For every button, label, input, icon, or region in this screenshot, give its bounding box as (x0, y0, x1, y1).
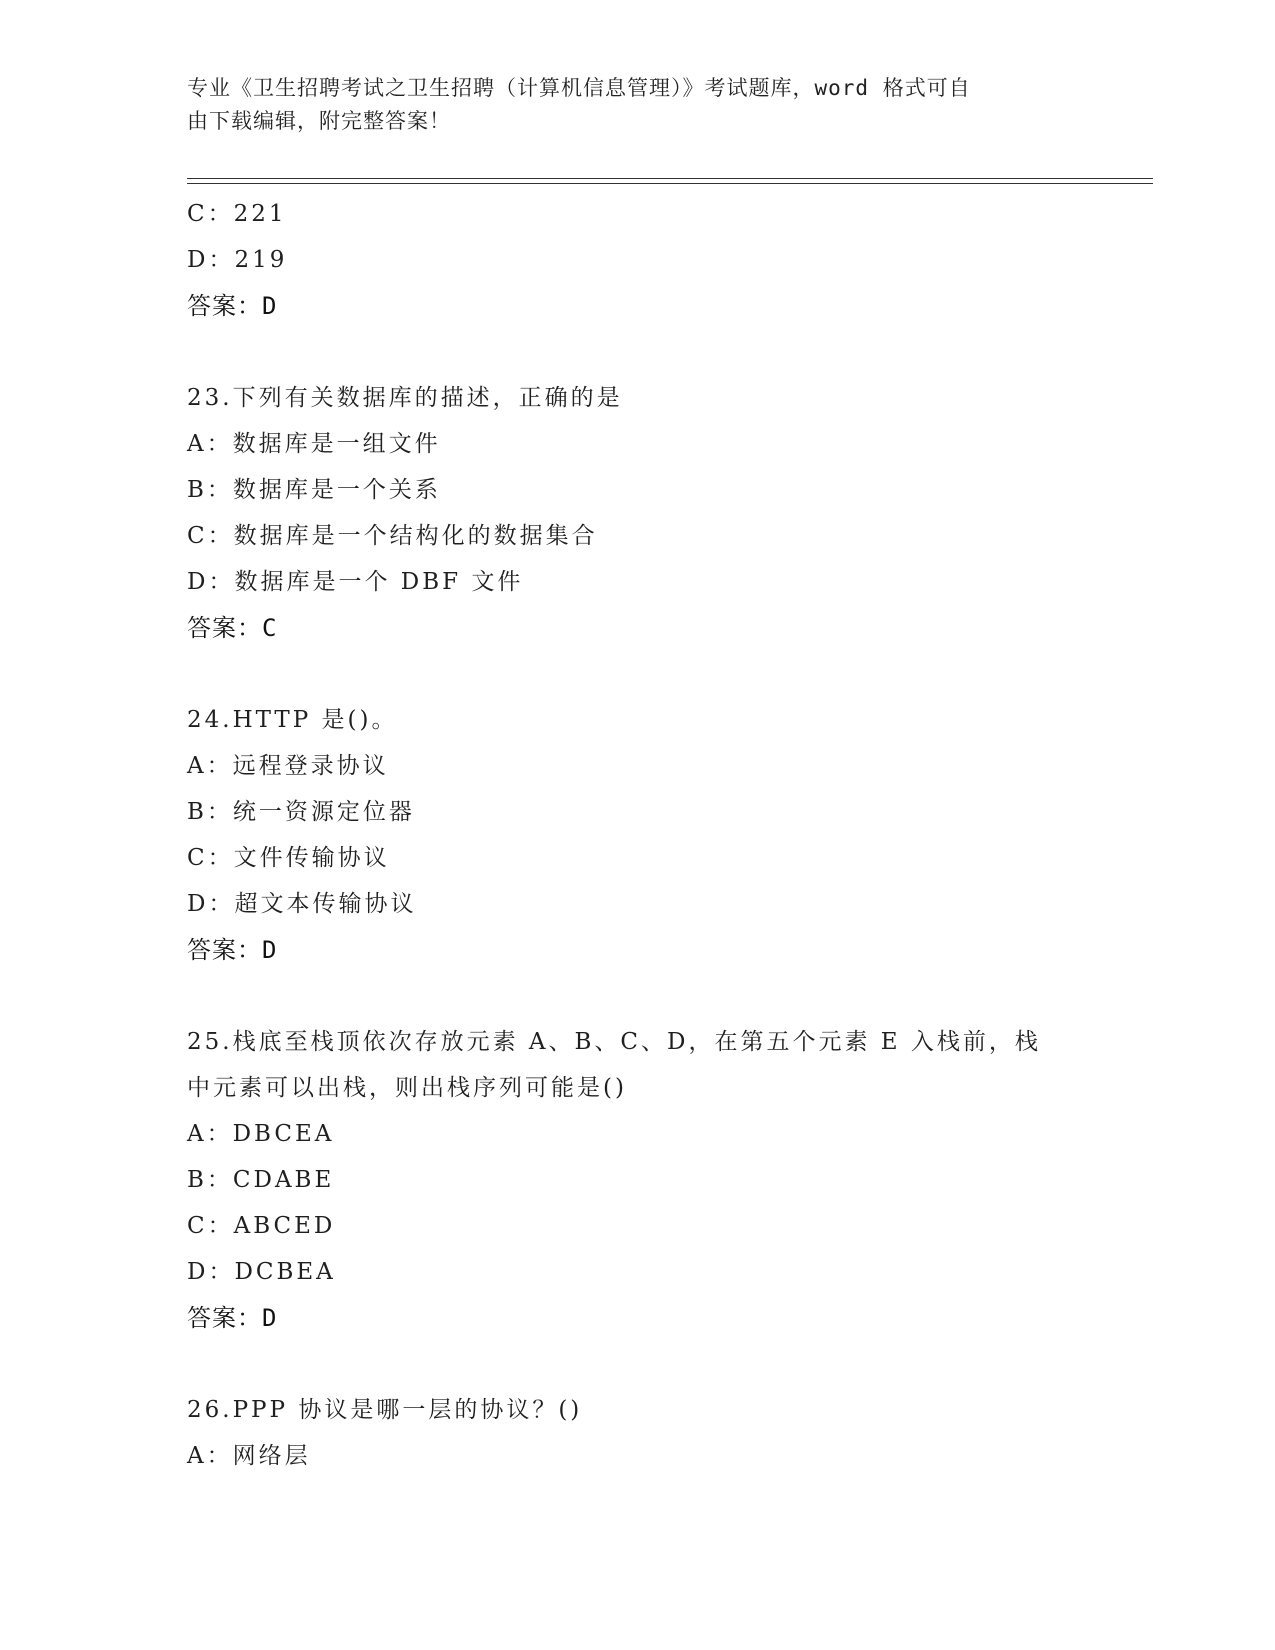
spacer (187, 1341, 1087, 1387)
answer-line: 答案：D (187, 936, 278, 964)
header-line-2: 由下载编辑，附完整答案！ (187, 109, 451, 133)
question-stem: 24.HTTP 是()。 (187, 707, 398, 733)
option-a: A：数据库是一组文件 (187, 431, 441, 457)
question-25 (187, 1019, 1087, 1341)
spacer (187, 651, 1087, 697)
answer-line: 答案：D (187, 292, 278, 320)
option-c: C：文件传输协议 (187, 845, 390, 871)
question-stem: 25.栈底至栈顶依次存放元素 A、B、C、D，在第五个元素 E 入栈前，栈 (187, 1029, 1041, 1055)
option-c: C：221 (187, 201, 287, 227)
header-rule-top (187, 178, 1153, 179)
option-c: C：数据库是一个结构化的数据集合 (187, 523, 598, 549)
answer-line: 答案：D (187, 1304, 278, 1332)
spacer (187, 329, 1087, 375)
question-stem: 23.下列有关数据库的描述，正确的是 (187, 385, 623, 411)
option-d: D：DCBEA (187, 1259, 336, 1285)
option-b: B：数据库是一个关系 (187, 477, 441, 503)
question-26 (187, 1387, 1087, 1479)
question-23 (187, 375, 1087, 651)
option-b: B：CDABE (187, 1167, 335, 1193)
option-d: D：超文本传输协议 (187, 891, 417, 917)
document-header (187, 72, 1087, 138)
question-list (187, 191, 1087, 1479)
question-24 (187, 697, 1087, 973)
spacer (187, 973, 1087, 1019)
option-b: B：统一资源定位器 (187, 799, 415, 825)
header-rule-bottom (187, 183, 1153, 184)
option-d: D：219 (187, 247, 288, 273)
option-a: A：网络层 (187, 1443, 311, 1469)
question-stem: 26.PPP 协议是哪一层的协议？() (187, 1397, 583, 1423)
option-d: D：数据库是一个 DBF 文件 (187, 569, 524, 595)
header-line-1: 专业《卫生招聘考试之卫生招聘（计算机信息管理）》考试题库，word 格式可自 (187, 76, 971, 100)
question-stem-continued: 中元素可以出栈，则出栈序列可能是() (187, 1075, 627, 1101)
option-c: C：ABCED (187, 1213, 336, 1239)
option-a: A：DBCEA (187, 1121, 335, 1147)
answer-line: 答案：C (187, 614, 278, 642)
question-partial (187, 191, 1087, 329)
option-a: A：远程登录协议 (187, 753, 389, 779)
